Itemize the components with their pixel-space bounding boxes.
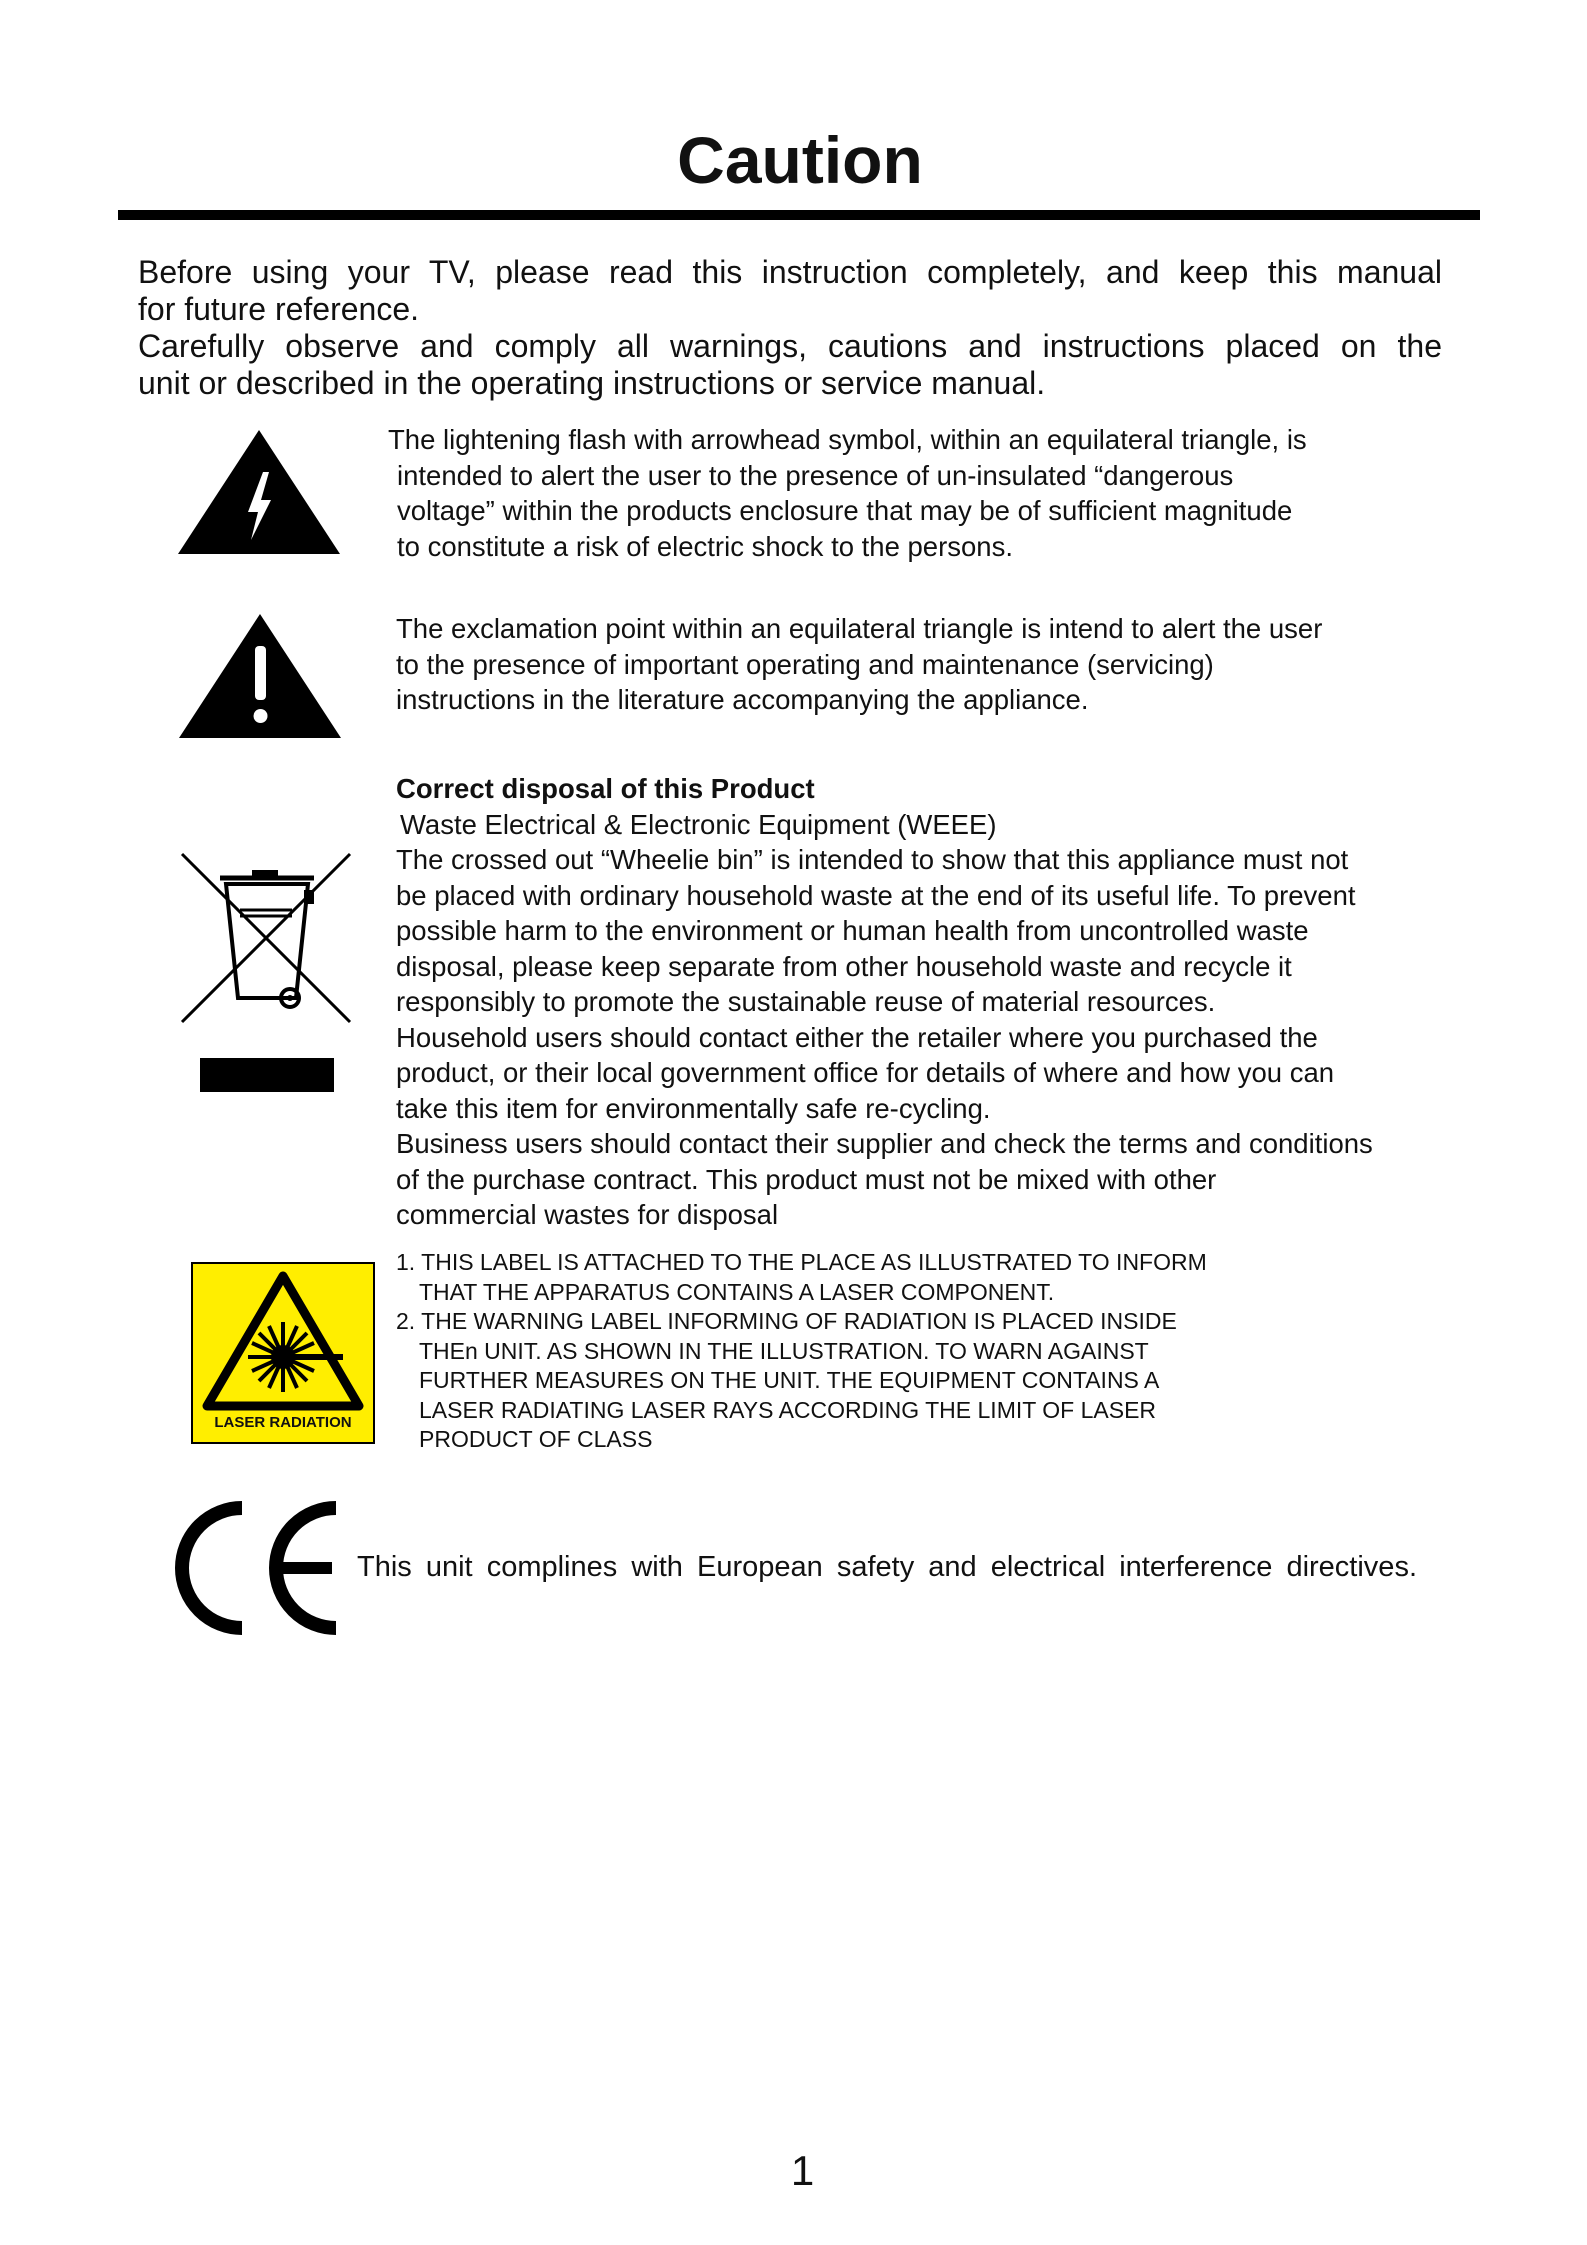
page-number: 1: [790, 2147, 815, 2194]
lightning-line-2: intended to alert the user to the presence of un-insulated “dangerous: [397, 459, 1234, 491]
laser-line-5: FURTHER MEASURES ON THE UNIT. THE EQUIPMENT CONTAINS A: [419, 1367, 1160, 1393]
disposal-line-7: Household users should contact either the retailer where you purchased the: [396, 1021, 1318, 1053]
disposal-line-6: responsibly to promote the sustainable reuse of material resources.: [396, 986, 1216, 1017]
lightning-warning-text: [388, 422, 1307, 564]
intro-paragraph-1: Before using your TV, please read this instruction completely, and keep this manual: [138, 254, 1442, 290]
exclamation-warning-text: [396, 611, 1322, 718]
weee-black-bar: [200, 1058, 334, 1092]
disposal-line-10: Business users should contact their supplier and check the terms and conditions: [396, 1128, 1373, 1159]
intro-paragraph-1-cont: for future reference.: [138, 291, 420, 327]
exclamation-line-3: instructions in the literature accompanying the appliance.: [396, 684, 1089, 715]
exclamation-line-1: The exclamation point within an equilateral triangle is intend to alert the user: [396, 613, 1323, 644]
title-divider: [118, 210, 1480, 220]
laser-radiation-icon: [191, 1262, 375, 1444]
laser-line-3: 2. THE WARNING LABEL INFORMING OF RADIATION IS PLACED INSIDE: [396, 1308, 1177, 1334]
crossed-wheelie-bin-icon: [180, 850, 352, 1031]
lightning-triangle-icon: [176, 428, 342, 561]
disposal-line-2: The crossed out “Wheelie bin” is intended to show that this appliance must not: [396, 844, 1349, 875]
laser-line-6: LASER RADIATING LASER RAYS ACCORDING THE LIMIT OF LASER: [419, 1396, 1157, 1423]
disposal-line-11: of the purchase contract. This product must not be mixed with other: [396, 1163, 1217, 1195]
laser-line-1: 1. THIS LABEL IS ATTACHED TO THE PLACE AS ILLUSTRATED TO INFORM: [396, 1249, 1207, 1275]
disposal-text: [396, 771, 1373, 1233]
disposal-line-4: possible harm to the environment or human health from uncontrolled waste: [396, 915, 1309, 946]
intro-text: [138, 254, 1442, 402]
laser-radiation-label: LASER RADIATION: [214, 1414, 352, 1431]
page-title: Caution: [677, 123, 923, 197]
disposal-heading: Correct disposal of this Product: [396, 773, 815, 804]
intro-paragraph-2: Carefully observe and comply all warnings, cautions and instructions placed on the: [138, 328, 1442, 364]
disposal-line-12: commercial wastes for disposal: [396, 1199, 779, 1230]
ce-mark-icon: [172, 1500, 344, 1641]
disposal-line-8: product, or their local government office for details of where and how you can: [396, 1057, 1335, 1088]
laser-text: [396, 1248, 1207, 1455]
disposal-line-1: Waste Electrical & Electronic Equipment (WEEE): [400, 808, 997, 840]
disposal-line-5: disposal, please keep separate from other household waste and recycle it: [396, 950, 1292, 982]
laser-line-4: THEn UNIT. AS SHOWN IN THE ILLUSTRATION. TO WARN AGAINST: [419, 1337, 1149, 1364]
lightning-line-4: to constitute a risk of electric shock to the persons.: [397, 530, 1013, 562]
disposal-line-3: be placed with ordinary household waste at the end of its useful life. To prevent: [396, 879, 1356, 911]
lightning-line-1: The lightening flash with arrowhead symbol, within an equilateral triangle, is: [388, 424, 1307, 455]
laser-line-2: THAT THE APPARATUS CONTAINS A LASER COMPONENT.: [419, 1278, 1055, 1305]
intro-paragraph-2-cont: unit or described in the operating instructions or service manual.: [138, 365, 1046, 401]
disposal-line-9: take this item for environmentally safe re-cycling.: [396, 1092, 991, 1124]
lightning-line-3: voltage” within the products enclosure that may be of sufficient magnitude: [397, 495, 1293, 526]
laser-line-7: PRODUCT OF CLASS: [419, 1426, 653, 1452]
exclamation-line-2: to the presence of important operating and maintenance (servicing): [396, 648, 1214, 680]
exclamation-triangle-icon: [177, 612, 343, 745]
ce-compliance-text: This unit complines with European safety and electrical interference directives.: [357, 1551, 1417, 1583]
